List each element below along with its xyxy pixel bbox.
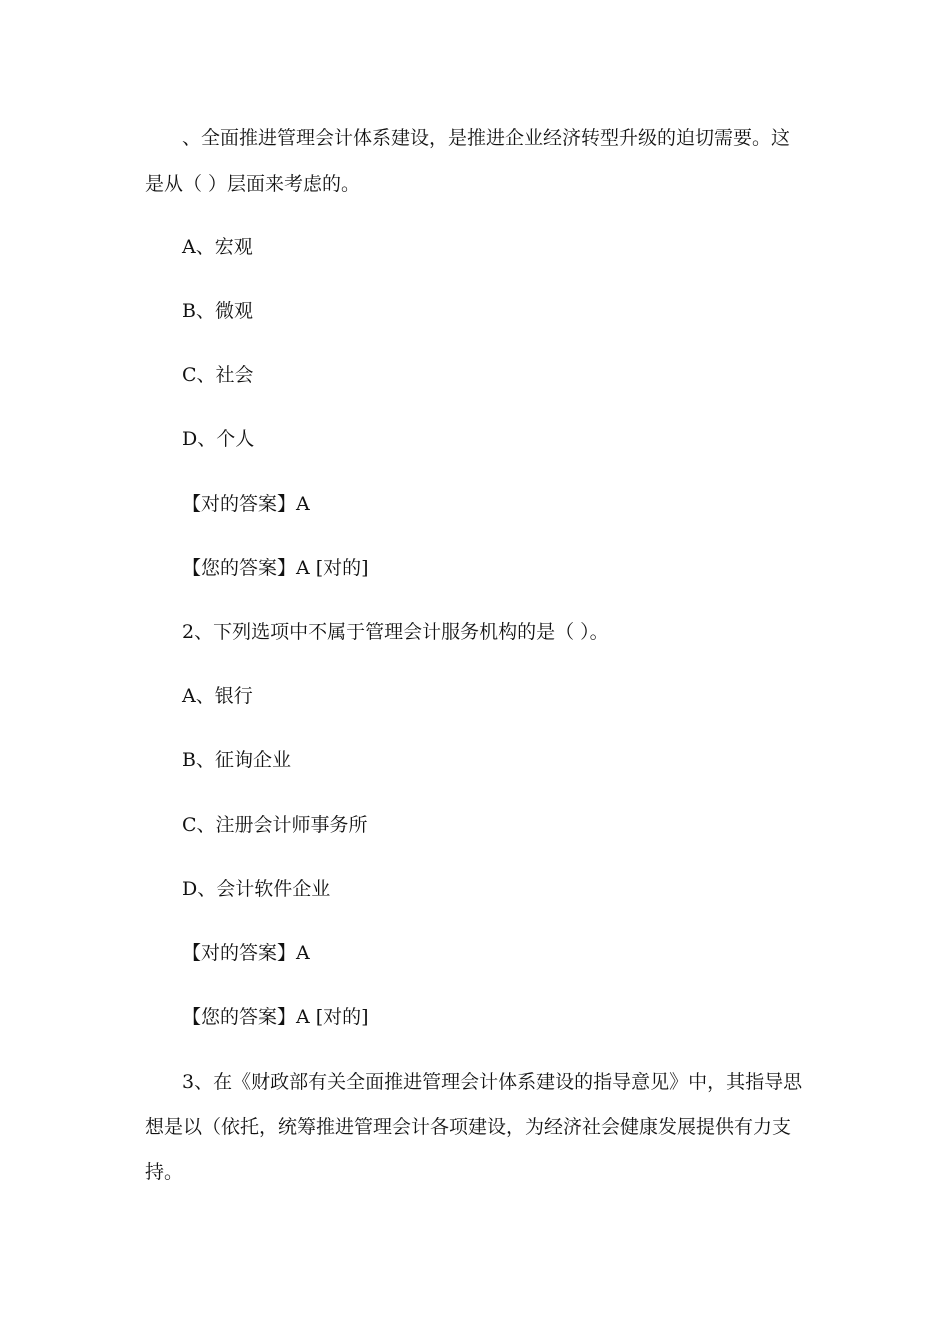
question-1-option-a: A、宏观 [182,236,253,258]
question-1-correct-answer: 【对的答案】A [182,493,310,515]
question-1-your-answer: 【您的答案】A [对的] [182,557,369,579]
question-2-option-c: C、注册会计师事务所 [182,814,368,836]
question-2-option-b: B、征询企业 [182,749,291,771]
question-2-option-d: D、会计软件企业 [182,878,331,900]
question-2-correct-answer: 【对的答案】A [182,942,310,964]
question-1-option-b: B、微观 [182,300,253,322]
question-3-stem-line-3: 持。 [145,1161,184,1183]
question-3-stem-line-2: 想是以（依托，统筹推进管理会计各项建设，为经济社会健康发展提供有力支 [145,1116,792,1138]
question-3-stem-line-1: 3、在《财政部有关全面推进管理会计体系建设的指导意见》中，其指导思 [182,1071,803,1093]
question-1-option-c: C、社会 [182,364,254,386]
question-1-stem-line-2: 是从（ ）层面来考虑的。 [145,173,361,195]
question-2-stem-line-1: 2、下列选项中不属于管理会计服务机构的是（ ）。 [182,621,609,643]
question-1-option-d: D、个人 [182,428,255,450]
question-1-stem-line-1: 、全面推进管理会计体系建设，是推进企业经济转型升级的迫切需要。这 [182,127,791,149]
question-2-option-a: A、银行 [182,685,253,707]
question-2-your-answer: 【您的答案】A [对的] [182,1006,369,1028]
